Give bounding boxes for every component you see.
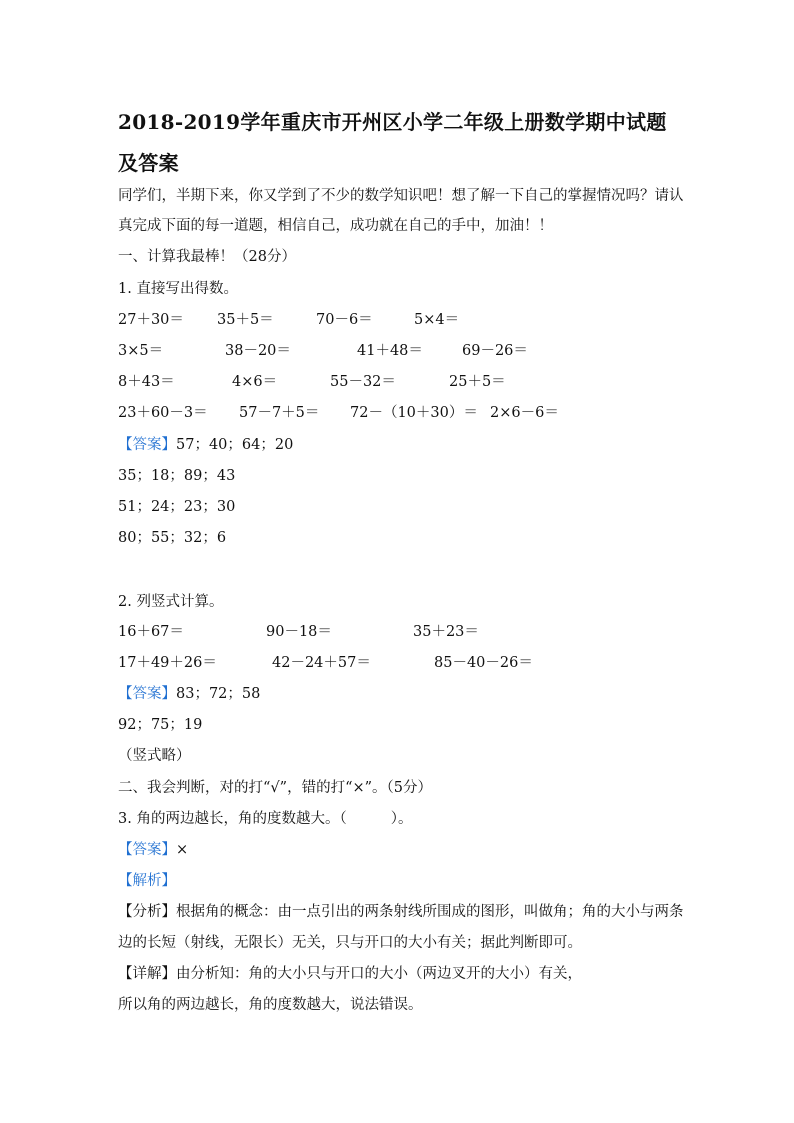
q1-answer-values: 80；55；32；6	[118, 530, 227, 546]
q2-title: 2. 列竖式计算。	[118, 594, 224, 610]
q2-row	[0, 622, 794, 642]
q2-item: 17＋49＋26＝	[118, 655, 217, 671]
q3-answer-value: ×	[176, 842, 189, 858]
q1-item: 41＋48＝	[357, 343, 423, 359]
q2-note: （竖式略）	[118, 748, 191, 764]
q1-row	[0, 372, 794, 392]
q3-text-b: ）。	[390, 811, 413, 827]
q2-item: 42－24＋57＝	[272, 655, 371, 671]
q1-item: 55－32＝	[330, 374, 396, 390]
q3-answer-line	[118, 840, 188, 860]
q1-title: 1. 直接写出得数。	[118, 281, 238, 297]
fenxi-text: 根据角的概念：由一点引出的两条射线所围成的图形，叫做角；角的大小与两条	[176, 904, 684, 920]
q1-item: 25＋5＝	[449, 374, 506, 390]
q1-row	[0, 341, 794, 361]
analysis-tag: 【解析】	[118, 873, 176, 889]
intro-line2: 真完成下面的每一道题，相信自己，成功就在自己的手中，加油！！	[118, 218, 553, 234]
q1-item: 23＋60－3＝	[118, 405, 208, 421]
section1-heading: 一、计算我最棒！（28分）	[118, 249, 296, 265]
q1-item: 70－6＝	[316, 312, 373, 328]
fenxi-line2: 边的长短（射线，无限长）无关，只与开口的大小有关；据此判断即可。	[118, 935, 582, 951]
fenxi-tag: 【分析】	[118, 904, 176, 920]
analysis-tag-line	[118, 871, 176, 891]
q1-row	[0, 403, 794, 423]
q1-item: 35＋5＝	[217, 312, 274, 328]
answer-tag: 【答案】	[118, 842, 176, 858]
q2-answer-values: 92；75；19	[118, 717, 203, 733]
q1-item: 8＋43＝	[118, 374, 175, 390]
q1-item: 5×4＝	[414, 312, 460, 328]
intro-line1: 同学们，半期下来，你又学到了不少的数学知识吧！想了解一下自己的掌握情况吗？请认	[118, 188, 684, 204]
q1-answer-values: 57；40；64；20	[176, 437, 294, 453]
q1-answer-values: 35；18；89；43	[118, 468, 236, 484]
q1-item: 72－（10＋30）＝	[350, 405, 478, 421]
q1-item: 69－26＝	[462, 343, 528, 359]
q1-item: 2×6－6＝	[490, 405, 559, 421]
xiangjie-text: 由分析知：角的大小只与开口的大小（两边叉开的大小）有关，	[176, 966, 582, 982]
answer-tag: 【答案】	[118, 686, 176, 702]
q2-item: 16＋67＝	[118, 624, 184, 640]
doc-title-line1: 2018-2019学年重庆市开州区小学二年级上册数学期中试题	[118, 110, 667, 134]
q1-item: 4×6＝	[232, 374, 278, 390]
q2-item: 35＋23＝	[413, 624, 479, 640]
q1-item: 38－20＝	[225, 343, 291, 359]
xiangjie-line2: 所以角的两边越长，角的度数越大，说法错误。	[118, 997, 423, 1013]
q1-item: 3×5＝	[118, 343, 164, 359]
q3-text-a: 3. 角的两边越长，角的度数越大。（	[118, 811, 347, 827]
xiangjie-line1	[118, 964, 582, 984]
doc-title-line2: 及答案	[118, 151, 179, 175]
q1-row	[0, 310, 794, 330]
q3-question	[118, 809, 412, 829]
xiangjie-tag: 【详解】	[118, 966, 176, 982]
answer-tag: 【答案】	[118, 437, 176, 453]
q1-answer-values: 51；24；23；30	[118, 499, 236, 515]
q1-item: 27＋30＝	[118, 312, 184, 328]
q2-row	[0, 653, 794, 673]
q2-item: 90－18＝	[266, 624, 332, 640]
section2-heading: 二、我会判断，对的打“√”，错的打“×”。（5分）	[118, 780, 433, 796]
q2-answer-line	[118, 684, 260, 704]
q2-answer-values: 83；72；58	[176, 686, 261, 702]
fenxi-line1	[118, 902, 684, 922]
q1-answer-line	[118, 435, 293, 455]
q2-item: 85－40－26＝	[434, 655, 533, 671]
q1-item: 57－7＋5＝	[239, 405, 320, 421]
